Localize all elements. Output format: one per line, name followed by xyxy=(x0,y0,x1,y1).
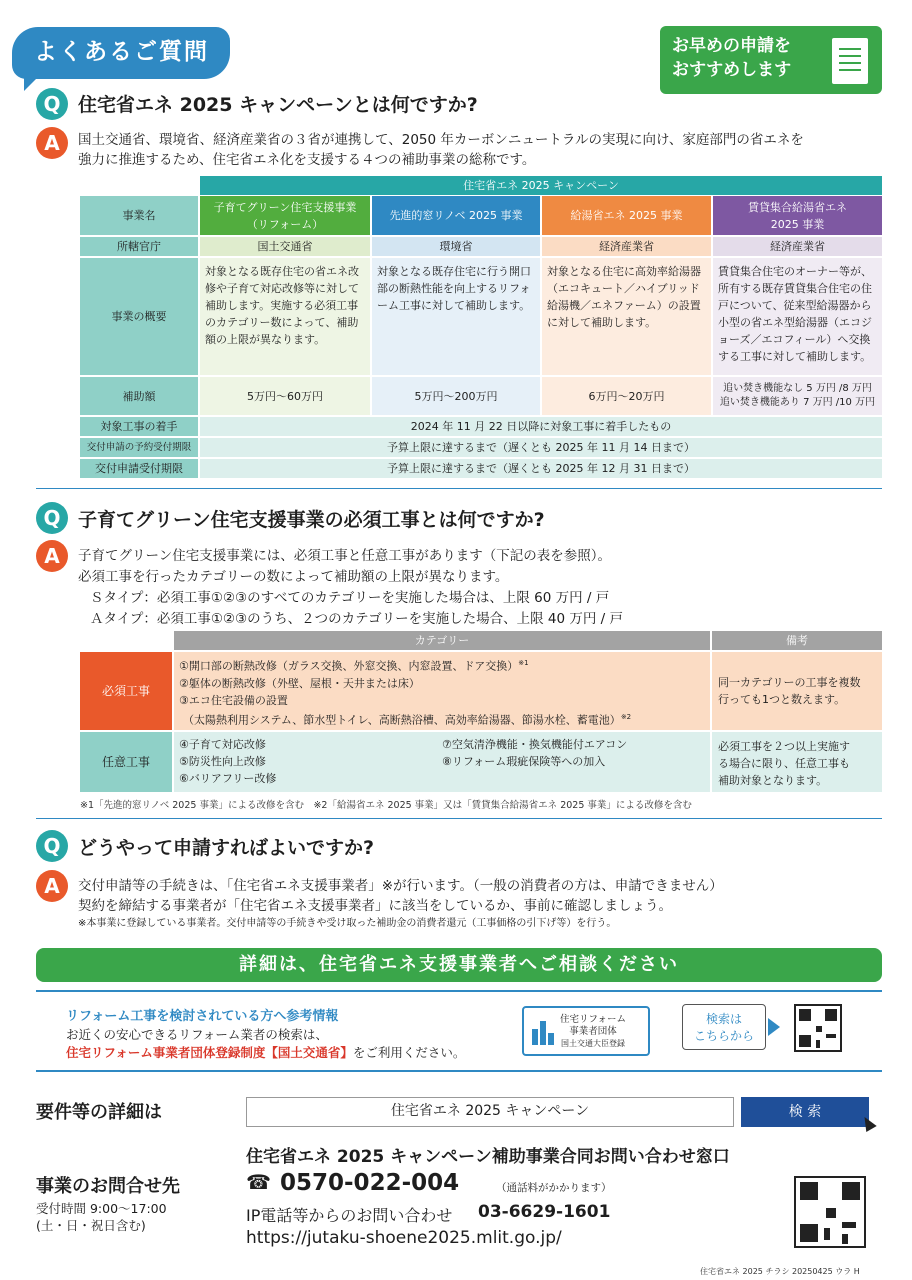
reform-registry-link[interactable]: 住宅リフォーム事業者団体登録制度【国土交通省】 xyxy=(66,1045,353,1060)
table-footnote: ※1「先進的窓リノベ 2025 事業」による改修を含む ※2「給湯省エネ 2025 事業」又は「賃貸集合給湯省エネ 2025 事業」による改修を含む xyxy=(80,800,692,811)
remarks-header: 備考 xyxy=(712,631,882,650)
optional-items: ④子育て対応改修 ⑤防災性向上改修 ⑥バリアフリー改修 ⑦空気清浄機能・換気機能付エアコン ⑧リフォーム瑕疵保険等への加入 xyxy=(174,732,710,792)
row-label: 所轄官庁 xyxy=(80,237,198,256)
amount: 追い焚き機能なし 5 万円 /8 万円 追い焚き機能あり 7 万円 /10 万円 xyxy=(713,377,882,415)
optional-label: 任意工事 xyxy=(80,732,172,792)
qr-code-campaign[interactable] xyxy=(794,1176,866,1248)
overview: 対象となる既存住宅の省エネ改修や子育て対応改修等に対して補助します。実施する必須工事のカテゴリー数によって、補助額の上限が異なります。 xyxy=(200,258,370,375)
document-icon xyxy=(832,38,868,84)
q-icon: Q xyxy=(36,830,68,862)
building-icon xyxy=(532,1017,554,1045)
campaign-header: 住宅省エネ 2025 キャンペーン xyxy=(200,176,882,195)
phone-number[interactable]: 0570-022-004 xyxy=(280,1170,460,1196)
answer-3-line1: 交付申請等の手続きは、「住宅省エネ支援事業者」※が行います。（一般の消費者の方は、申請できません） xyxy=(78,878,723,894)
search-here-box[interactable]: 検索は こちらから xyxy=(682,1004,766,1050)
question-3: どうやって申請すればよいですか? xyxy=(78,837,375,859)
row-label: 交付申請受付期限 xyxy=(80,459,198,478)
row-label: 事業の概要 xyxy=(80,258,198,375)
answer-2-line1: 子育てグリーン住宅支援事業には、必須工事と任意工事があります（下記の表を参照）。 xyxy=(78,548,611,564)
amount: 5万円〜200万円 xyxy=(372,377,540,415)
row-label: 対象工事の着手 xyxy=(80,417,198,436)
office: 国土交通省 xyxy=(200,237,370,256)
holidays: (土・日・祝日含む) xyxy=(36,1218,146,1233)
program-name: 先進的窓リノベ 2025 事業 xyxy=(372,196,540,235)
answer-1-line2: 強力に推進するため、住宅省エネ化を支援する４つの補助事業の総称です。 xyxy=(78,152,536,168)
a-icon: A xyxy=(36,540,68,572)
answer-1-line1: 国土交通省、環境省、経済産業省の３省が連携して、2050 年カーボンニュートラルの実現に向け、家庭部門の省エネを xyxy=(78,132,804,148)
program-name: 給湯省エネ 2025 事業 xyxy=(542,196,711,235)
office: 経済産業省 xyxy=(542,237,711,256)
a-icon: A xyxy=(36,870,68,902)
q-icon: Q xyxy=(36,88,68,120)
arrow-right-icon xyxy=(768,1018,780,1036)
required-remark: 同一カテゴリーの工事を複数 行っても1つと数えます。 xyxy=(712,652,882,730)
program-name: 子育てグリーン住宅支援事業 （リフォーム） xyxy=(200,196,370,235)
answer-3-note: ※本事業に登録している事業者。交付申請等の手続きや受け取った補助金の消費者還元（工事価格の引下げ等）を行う。 xyxy=(78,918,617,929)
search-button[interactable]: 検 索 xyxy=(741,1097,869,1127)
divider xyxy=(36,990,882,992)
details-label: 要件等の詳細は xyxy=(36,1102,162,1123)
s-type: Ｓタイプ：必須工事①②③のすべてのカテゴリーを実施した場合は、上限 60 万円 / 戸 xyxy=(90,590,610,606)
optional-remark: 必須工事を２つ以上実施す る場合に限り、任意工事も 補助対象となります。 xyxy=(712,732,882,792)
overview: 対象となる住宅に高効率給湯器（エコキュート／ハイブリッド給湯機／エネファーム）の設置に対して補助します。 xyxy=(542,258,711,375)
qr-code-reform[interactable] xyxy=(794,1004,842,1052)
flyer-code: 住宅省エネ 2025 チラシ 20250425 ウラ H xyxy=(700,1267,860,1276)
required-items: ①開口部の断熱改修（ガラス交換、外窓交換、内窓設置、ドア交換）$^{※1}$ ②躯体の断熱改修（外壁、屋根・天井または床） ③エコ住宅設備の設置 （太陽熱利用システム、節水型トイレ、高断熱浴槽、高効率給湯器、節湯水栓、蓄電池）$^{※2}$ xyxy=(174,652,710,730)
hours: 受付時間 9:00〜17:00 xyxy=(36,1201,167,1216)
amount: 6万円〜20万円 xyxy=(542,377,711,415)
ip-phone[interactable]: 03-6629-1601 xyxy=(478,1202,611,1222)
reform-title: リフォーム工事を検討されている方へ参考情報 xyxy=(66,1009,339,1024)
amount: 5万円〜60万円 xyxy=(200,377,370,415)
row-label: 補助額 xyxy=(80,377,198,415)
construction-start: 2024 年 11 月 22 日以降に対象工事に着手したもの xyxy=(200,417,882,436)
phone-icon: ☎ xyxy=(246,1170,271,1194)
question-2: 子育てグリーン住宅支援事業の必須工事とは何ですか? xyxy=(78,509,545,531)
divider xyxy=(36,1070,882,1072)
reform-logo: 住宅リフォーム 事業者団体 国土交通大臣登録 xyxy=(522,1006,650,1056)
reform-line1: お近くの安心できるリフォーム業者の検索は、 xyxy=(66,1027,328,1042)
divider xyxy=(36,818,882,819)
program-name: 賃貸集合給湯省エネ 2025 事業 xyxy=(713,196,882,235)
phone-note: （通話料がかかります） xyxy=(496,1182,612,1194)
category-header: カテゴリー xyxy=(174,631,710,650)
answer-2-line2: 必須工事を行ったカテゴリーの数によって補助額の上限が異なります。 xyxy=(78,569,509,585)
office: 環境省 xyxy=(372,237,540,256)
overview: 賃貸集合住宅のオーナー等が、所有する既存賃貸集合住宅の住戸について、従来型給湯器から小型の省エネ型給湯器（エコジョーズ／エコフィール）へ交換する工事に対して補助します。 xyxy=(713,258,882,375)
q-icon: Q xyxy=(36,502,68,534)
question-1: 住宅省エネ 2025 キャンペーンとは何ですか? xyxy=(78,94,478,116)
application-deadline: 予算上限に達するまで（遅くとも 2025 年 12 月 31 日まで） xyxy=(200,459,882,478)
ip-label: IP電話等からのお問い合わせ xyxy=(246,1206,453,1225)
required-label: 必須工事 xyxy=(80,652,172,730)
contact-title: 住宅省エネ 2025 キャンペーン補助事業合同お問い合わせ窓口 xyxy=(246,1147,730,1167)
early-line2: おすすめします xyxy=(672,60,792,80)
faq-badge: よくあるご質問 xyxy=(12,27,230,79)
apply-early-banner xyxy=(660,26,882,94)
website-url[interactable]: https://jutaku-shoene2025.mlit.go.jp/ xyxy=(246,1228,562,1248)
row-label: 事業名 xyxy=(80,196,198,235)
a-icon: A xyxy=(36,127,68,159)
consult-banner: 詳細は、住宅省エネ支援事業者へご相談ください xyxy=(36,948,882,982)
a-type: Ａタイプ：必須工事①②③のうち、２つのカテゴリーを実施した場合、上限 40 万円 / 戸 xyxy=(90,611,623,627)
row-label: 交付申請の予約受付期限 xyxy=(80,438,198,457)
divider xyxy=(36,488,882,489)
search-box[interactable]: 住宅省エネ 2025 キャンペーン xyxy=(246,1097,734,1127)
early-line1: お早めの申請を xyxy=(672,36,791,56)
answer-3-line2: 契約を締結する事業者が「住宅省エネ支援事業者」に該当をしているか、事前に確認しましょう。 xyxy=(78,898,672,914)
office: 経済産業省 xyxy=(713,237,882,256)
reform-line2-suffix: をご利用ください。 xyxy=(352,1045,466,1060)
contact-label: 事業のお問合せ先 xyxy=(36,1176,180,1197)
overview: 対象となる既存住宅に行う開口部の断熱性能を向上するリフォーム工事に対して補助します。 xyxy=(372,258,540,375)
reservation-deadline: 予算上限に達するまで（遅くとも 2025 年 11 月 14 日まで） xyxy=(200,438,882,457)
